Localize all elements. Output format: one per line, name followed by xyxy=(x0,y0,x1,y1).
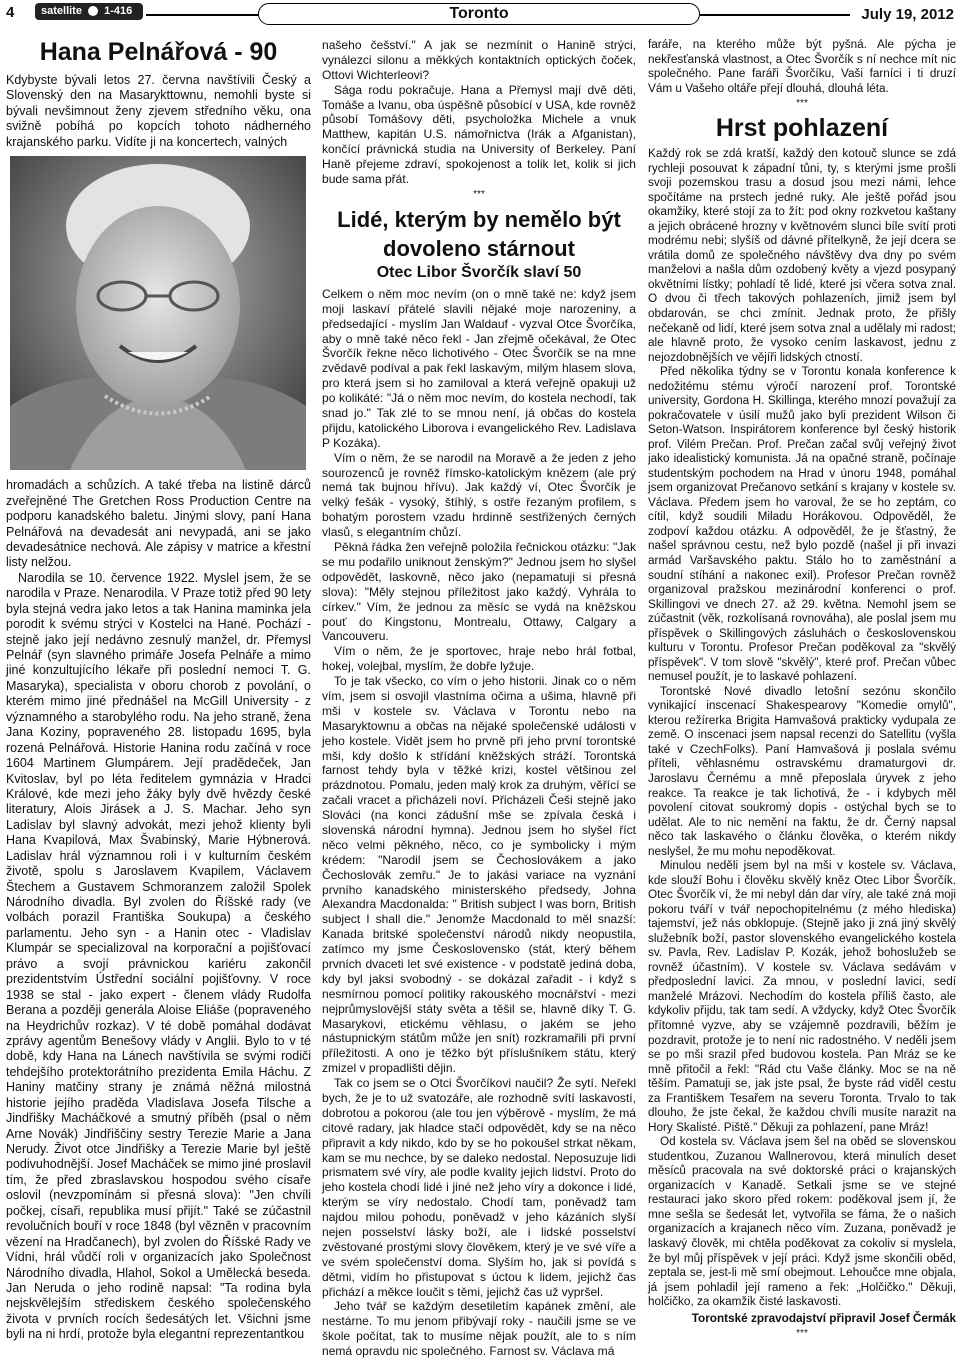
page-number: 4 xyxy=(6,4,15,21)
svorcik-paragraph: Vím o něm, že se narodil na Moravě a že jeden z jeho sourozenců je rovněž římsko-katolickým knězem (ale prý nemá tak bujnou hřívu). Jak každý ví, Otec Švorčík je velký fešák - vysoký, štíhlý, s ostře řezaným profilem, s bohatým porostem vzadu hrdinně sestřižených černých vlasů, s elegantním chůzí. xyxy=(322,450,636,540)
page-header xyxy=(0,0,960,30)
header-rule-left xyxy=(146,14,258,16)
svorcik-paragraph: Tak co jsem se o Otci Švorčíkovi naučil? Že sytí. Neřekl bych, že je to už svatozáře, ale rozhodně svítí laskavostí, dobrotou a pokorou (ale tou jen výběrově - myslím, že má citové radary, jak hladce stačí odpovědět, kdy se na něco připravit a kdy nikdo, kdo by se ho pokoušel strkat někam, kam se mu nechce, by se daleko nedostal. Neposuzuje lidi prismatem své víry, ale podle kvality jejich lidství. Proto do jeho kostela chodí lidé i jiné než jeho víry a dokonce i lidé, kterým se víry nedostalo. Chodí tam, poněvadž tam najdou milou pohodu, poněvadž v jeho kázáních slyší nejen posselství lásky boží, ale i lidské posselství zvěstované prostými slovy člověkem, který je ve své víře a ve svém společenství doma. Slyším ho, jak si povídá s dětmi, vidím ho přistupovat s úctou k lidem, jejichž čas přichází a měkce loučit s těmi, jejichž čas už vypršel. xyxy=(322,1076,636,1299)
hrst-paragraph: Každý rok se zdá kratší, každý den kotouč slunce se zdá rychleji posouvat k západní tůni, ty, s kterými jsme prošli svoji pozemskou trasu a dosud jsou mezi námi, lehce spočítáme na prstech jedné ruky. Ale ještě pořád jsou okamžiky, které stojí za to žít: pod okny rozkvetou kaštany a jejich obrácené hrozny v květnovém slunci bíle svítí proti modrému nebi; slyšíš od dávné přítelkyně, že její dcera se vrátila domů ze společného návštěvy dva dny po svém manželovi a našla dům ozdobený květy a vjezd posypaný okvětními lístky; pohladí tě lidé, které jsi včera sotva znal. O dvou či třech takových pohlazeních, jimiž jsem byl obdarován, se chci zmínit. Jednak proto, že přišly nečekaně od lidí, které jsem sotva znal a udělaly mi radost; ale hlavně proto, že vysoko cením laskavost, jednu z nejozdobnějších ve vějíři lidských ctností. xyxy=(648,147,956,364)
column-3 xyxy=(648,38,956,1342)
article-hana-intro: Kdybyste bývali letos 27. června navštívili Český a Slovenský den na Masarykttownu, nemohli byste si bývali nevšimnout ženy zjevem středního věku, ona svižně pobíhá po kopcích tohoto nádherného krajanského parku. Vidíte ji na koncertech, valných xyxy=(6,73,311,149)
svorcik-ending: faráře, na kterého může být pyšná. Ale pýcha je nekřesťanská vlastnost, a Otec Švorčík s ní nechce mít nic společného. Pane faráři Švorčíku, Vaši farníci i ti druzí Vám u Vašeho oltáře přejí dlouhá, dlouhá léta. xyxy=(648,38,956,95)
article-hana-ending: našeho češství." A jak se nezmínit o Hanině strýci, vynálezci silonu a měkkých kontaktních optických čoček, Ottovi Wichterleovi? xyxy=(322,38,636,82)
article-hana-saga: Sága rodu pokračuje. Hana a Přemysl mají dvě děti, Tomáše a Ivanu, oba úspěšně působící v USA, kde rovněž působí Tomášovy děti, psycholožka Michele a vnuk Matthew, kapitán U.S. námořnictva (Irák a Afganistan), končící právnická studia na University of Berkeley. Paní Haně přejeme zdraví, spokojenost a tolik let, kolik si jich bude sama přát. xyxy=(322,82,636,187)
author-signature: Torontské zpravodajství připravil Josef Čermák xyxy=(691,1311,956,1325)
header-rule-right xyxy=(700,14,850,16)
hrst-paragraph: Minulou neděli jsem byl na mši v kostele sv. Václava, kde slouží Bohu i člověku skvělý kněz Otec Libor Švorčík. Otec Švorčík ví, že mi nebyl dán dar víry, ale také zná moji pokoru tváří v tvář nepochopitelnému (z mého hlediska) tajemství, jež nás obklopuje. (Stejně jako ji zná jiný skvělý služebník boží, pastor slovenského evangelického kostela sv. Pavla, Rev. Ladislav P. Kozák, jehož bohoslužeb se rovněž účastním). V kostele sv. Václava sedávám v předposlední lavici. Za mnou, v poslední lavici, sedí manželé Mrázovi. Nechodím do kostela příliš často, ale kdykoliv přijdu, tak tam sedí. A vždycky, když Otec Švorčík přítomné vyzve, aby se vzájemně pozdravili, běžím je pozdravit, protože je to není nic radostného. V neděli jsem se po mši srazil před budovou kostela. Pan Mráz se ke mně přitočil a řekl: "Rád ctu Vaše články. Moc se na ně těším. Pamatuji se, jak jste psal, že byste rád viděl cestu za Františkem Tesařem na severu Toronta. Trvalo to tak dlouho, že jste čekal, že každou chvíli musíte narazit na Hory Skalisté. Piště." Děkuji za pohlazení, pane Mráz! xyxy=(648,859,956,1134)
hrst-paragraph: Od kostela sv. Václava jsem šel na oběd se slovenskou studentkou, Zuzanou Wallnerovou, která minulích deset měsíců pracovala na své doktorské práci o krajanských organizacích v Kanadě. Setkali jsme se ve stejné restauraci jako skoro před rokem: poděkoval jsem jí, že mne sešla se šedesát let, vytvořila se fáma, že o našich organizacích a krajanech něco vím. Zuzana, poněvadž je laskavý člověk, mi chtěla poděkovat za cokoliv si myslela, že byl můj příspěvek v její práci. Když jsme skončili oběd, zeptala se, jest-li mě smí obejmout. Lehoučce mne objala, já jsem pohladil její rameno a řek: „Holčičko." Děkuji, holčičko, za okamžik čisté laskavosti. xyxy=(648,1135,956,1309)
article-subtitle-svorcik: Otec Libor Švorčík slaví 50 xyxy=(376,263,582,281)
portrait-photo xyxy=(10,156,306,470)
portrait-illustration xyxy=(10,156,306,470)
article-title-hrst: Hrst pohlazení xyxy=(715,114,889,143)
logo-suffix: 1-416 xyxy=(104,5,133,17)
separator-stars: *** xyxy=(796,98,808,110)
separator-stars: *** xyxy=(473,188,485,200)
article-hana-body: Narodila se 10. července 1922. Myslel jsem, že se narodila v Praze. Nenarodila. V Praze totiž před 90 lety byla stejná vedra jako letos a tak Hanina maminka jela porodit k svému strýci v Kostelci na Hané. Pochází - stejně jako její nedávno zesnulý manžel, dr. Přemysl Pelnář (syn slavného primáře Josefa Pelnáře a mimo jiné konzultujícího lékaře při poslední nemoci T. G. Masaryka), specialista v oboru chorob z povolání, o kterém mimo jiné přednášel na McGill University - z významného a starobylého rodu. Na jeho straně, žena Jana Koziny, popraveného 28. listopadu 1695, byla rozená Pelnářová. Historie Hanina rodu začíná v roce 1604 Martinem Glumpárem. Její pradědeček, Jan Kvitoslav, byl po léta ředitelem gymnázia v Hradci Králové, kde mezi jeho žáky byly dvě hvězdy české literatury, Alois Jirásek a J. S. Machar. Jeho syn Ladislav byl slavný advokát, mezi jehož klienty byli Hana Kvapilová, Max Švabinský, Marie Hýbnerová. Ladislav hrál významnou roli i v kulturním českém životě, spolu s Jaroslavem Kvapilem, Václavem Štechem a Gustavem Schmoranzem založil Spolek Národního divadla. Byl zvolen do Říšské rady (ve volbách porazil Františka Soukupa) a českého parlamentu. Jeho syn - a Hanin otec - Vladislav Klumpár se specializoval na korporační a pojišťovací právo a svojí právnickou kariéru zakončil prezidentstvím Ústřední sociální pojišťovny. V roce 1938 se stal - jako expert - členem vlády Rudolfa Berana a později generála Aloise Eliáše (popraveného na Heydrichův rozkaz). V té době pomáhal dodávat zprávy agentům Benešovy vlády v Anglii. Bylo to v té době, kdy Hana na Lánech navštívila se svými rodiči tehdejšího protektorátního prezidenta Emila Háchu. Z Haniny matčiny strany je známá něžná milostná historie jejího praděda Vladislava Josefa Tilsche a Jindřišky Macháčkové a smutný příběh (psal o něm Arne Novák) Jindřiščiny sestry Terezie Marie a Jana Nerudy. Život otce Jindřišky a Terezie Marie byl ještě podivuhodnější. Josef Macháček se mimo jiné proslavil tím, že před zbraslavskou hospodou svého císaře oslovil (nevzpomínám si přesná slova): "Jen chvíli počkej, císaři, republika musí přijít." Také se zúčastnil revolučních bouří v roce 1848 (byl vězněn v pracovním vězení na Hradčanech), byl zvolen do Říšské Rady ve Vídni, hrál vůdčí roli v organizacích jako Společnost Národního divadla, Hlahol, Sokol a Umělecká beseda. Jan Neruda o jeho rodině napsal: "Ta rodina byla nejskvělejším střediskem českého společenského života v prvních rocích šedesátých let. Všichni jsme byli na ni hrdí, protože byla elegantní reprezentantkou xyxy=(6,570,311,1342)
globe-icon xyxy=(88,6,98,16)
column-2 xyxy=(322,38,636,1359)
logo-text: satellite xyxy=(41,5,82,17)
svorcik-paragraph: Jeho tvář se každým desetiletím kapánek změní, ale nestárne. To mu jenom přibývají roky - naučili jsme se ve škole počítat, tak to musíme nějak použít, ale to s ním nemá opravdu nic společného. Farnost sv. Václava má xyxy=(322,1299,636,1359)
separator-stars: *** xyxy=(796,1328,808,1340)
column-1 xyxy=(6,38,311,1343)
section-title: Toronto xyxy=(258,3,700,25)
svorcik-paragraph: Celkem o něm moc nevím (on o mně také ne: když jsem moji laskaví přátelé slavili nějaké moje narozeniny, a předsedající - myslím Jan Waldauf - vyzval Otce Švorčíka, aby o mně také něco řekl - Jan zřejmě očekával, že Otec Švorčík řekne něco lichotivého - Otec Švorčík se na mne zvědavě podíval a pak řekl laskavým, milým hlasem slova, pro která jsem si ho zamiloval a která veřejně opakuji už po kolikáté: "Já o něm moc nevím, do kostela nechodí, tak snad jo." Tak zlé to se mnou není, já občas do kostela přijdu, katolického Liborova i evangelického Rev. Ladislava P Kozáka). xyxy=(322,286,636,450)
svorcik-paragraph: To je tak všecko, co vím o jeho historii. Jinak co o něm vím, jsem si osvojil vlastníma očima a ušima, hlavně při mši v kostele sv. Václava v Torontu nebo na Masaryktownu a občas na nějaké společenské události v jeho kostele. Vidět jsem ho prvně při jeho první torontské mši, kdy došlo k střídání kněžských stráží. Torontská farnost tehdy byla v těžké krizi, kostel většinou zel prázdnotou. Pomalu, jeden malý krok za druhým, věřící se začali vracet a přicházeli noví. Přicházeli Češi stejně jako Slováci (na konci zádušní mše se zpívala česká i slovenská národní hymna). Jednou jsem ho slyšel říct něco velmi pěkného, něco, co je symbolicky i mým krédem: "Narodil jsem se Čechoslovákem a jako Čechoslovák zemřu." Je to jakási variace na vyznání prvního kanadského ministerského předsedy, Johna Alexandra Macdonalda: " British subject I was born, British subject I shall die." Jenomže Macdonald to měl snazší: Kanada britské společenství národů nikdy neopustila, zatímco my jsme Československo (stát, který během prvních dvaceti let své existence - v podstatě jediná doba, kdy byl jaksi svobodný - se dokázal zařadit - i když s nesmírnou pomocí politiky rakouského mocnářství - mezi nejprůmyslovější státy světa a těšil se, hlavně díky T. G. Masarykovi, etickému věhlasu, o jakém se jeho nástupnickým státům může jen snít) rozkramařili při první příležitosti. A ono je těžko být příslušníkem státu, který zmizel v propadlišti dějin. xyxy=(322,674,636,1076)
article-hana-continued: hromadách a schůzích. A také třeba na listině dárců zveřejněné The Gretchen Ross Production Centre na podporu kanadského baletu. Jinými slovy, paní Hana Pelnářová na devadesát ani nevypadá, ani se jako devadesátnice nechová. Ale zápisy v matrice a křestní listy nelžou. xyxy=(6,478,311,570)
hrst-paragraph: Torontské Nové divadlo letošní sezónu skončilo vynikající inscenací Shakespearovy "Komedie omylů", kterou režírerka Brigita Hamvašová prakticky vydupala ze země. O inscenaci jsem napsal recenzi do Satellitu (vyšla také v CzechFolks). Paní Hamvašová ji poslala svému příteli, věhlasnému ostravskému dramaturgovi dr. Jaroslavu Černému a mně přeposlala úryvek z jeho reakce. Ta reakce je tak lichotivá, že - i kdybych měl povolení citovat soukromý dopis - ostýchal bych se to udělat. Ale to nic nemění na faktu, že dr. Černý napsal něco tak laskavého o článku člověka, o kterém nikdy neslyšel, že mu mohu nepoděkovat. xyxy=(648,684,956,858)
svorcik-paragraph: Pěkná řádka žen veřejně položila řečnickou otázku: "Jak se mu podařilo uniknout ženským?" Jednou jsem ho slyšel odpovědět, laskovně, něco jako (nepamatuji si přesná slova): "Měly stejnou příležitost jako každý. Vyhrála to církev." Vím, že jednou za měsíc se vydá na kněžskou pouť do Kingstonu, Montrealu, Ottawy, Calgary a Vancouveru. xyxy=(322,540,636,644)
satellite-logo xyxy=(35,3,143,20)
svorcik-paragraph: Vím o něm, že je sportovec, hraje nebo hrál fotbal, hokej, volejbal, myslím, že dobře lyžuje. xyxy=(322,644,636,674)
issue-date: July 19, 2012 xyxy=(861,6,954,23)
article-title-hana: Hana Pelnářová - 90 xyxy=(39,38,278,66)
article-title-lide: Lidé, kterým by nemělo být dovoleno stárnout xyxy=(337,206,621,261)
hrst-paragraph: Před několika týdny se v Torontu konala konference k nedožitému stému výročí narození prof. Torontské university, Gordona H. Skillinga, kterého mnozí považují za pokračovatele v úsilí mužů jako byli prezident Wilson či Seton-Watson. Inspirátorem konference byl český historik prof. Vilém Prečan. Prof. Prečan začal svůj veřejný život jako idealistický komunista. Já na opačné straně, počínaje studentským pochodem na Hrad v únoru 1948, pomáhal jsem organizovat Prečanovo setkání s krajany v kostele sv. Václava. Předem jsem ho varoval, že se ho zeptám, co cítil, když soudili Miladu Horákovou. Odpověděl, že zodpoví každou otázku. A odpověděl, že je šťastný, že našel správnou cestu, než bylo pozdě (našel ji při invazi armád Varšavského paktu. Stálo ho to zaměstnání a soudní stíhání a nakonec exil). Profesor Prečan rovněž organizoval pražskou mezinárodní konferenci o prof. Skillingovi ve dnech 27. až 29. května. Nemohl jsem se zúčastnit (věk, rozkolísaná rovnováha), ale poslal jsem mu příspěvek o Skillingových zásluhách o československou kulturu v Torontu. Profesor Prečan poděkoval za "skvělý příspěvek". V tom slově "skvělý", které prof. Prečan vůbec nemusel použít, je to laskavé pohlazení. xyxy=(648,365,956,684)
